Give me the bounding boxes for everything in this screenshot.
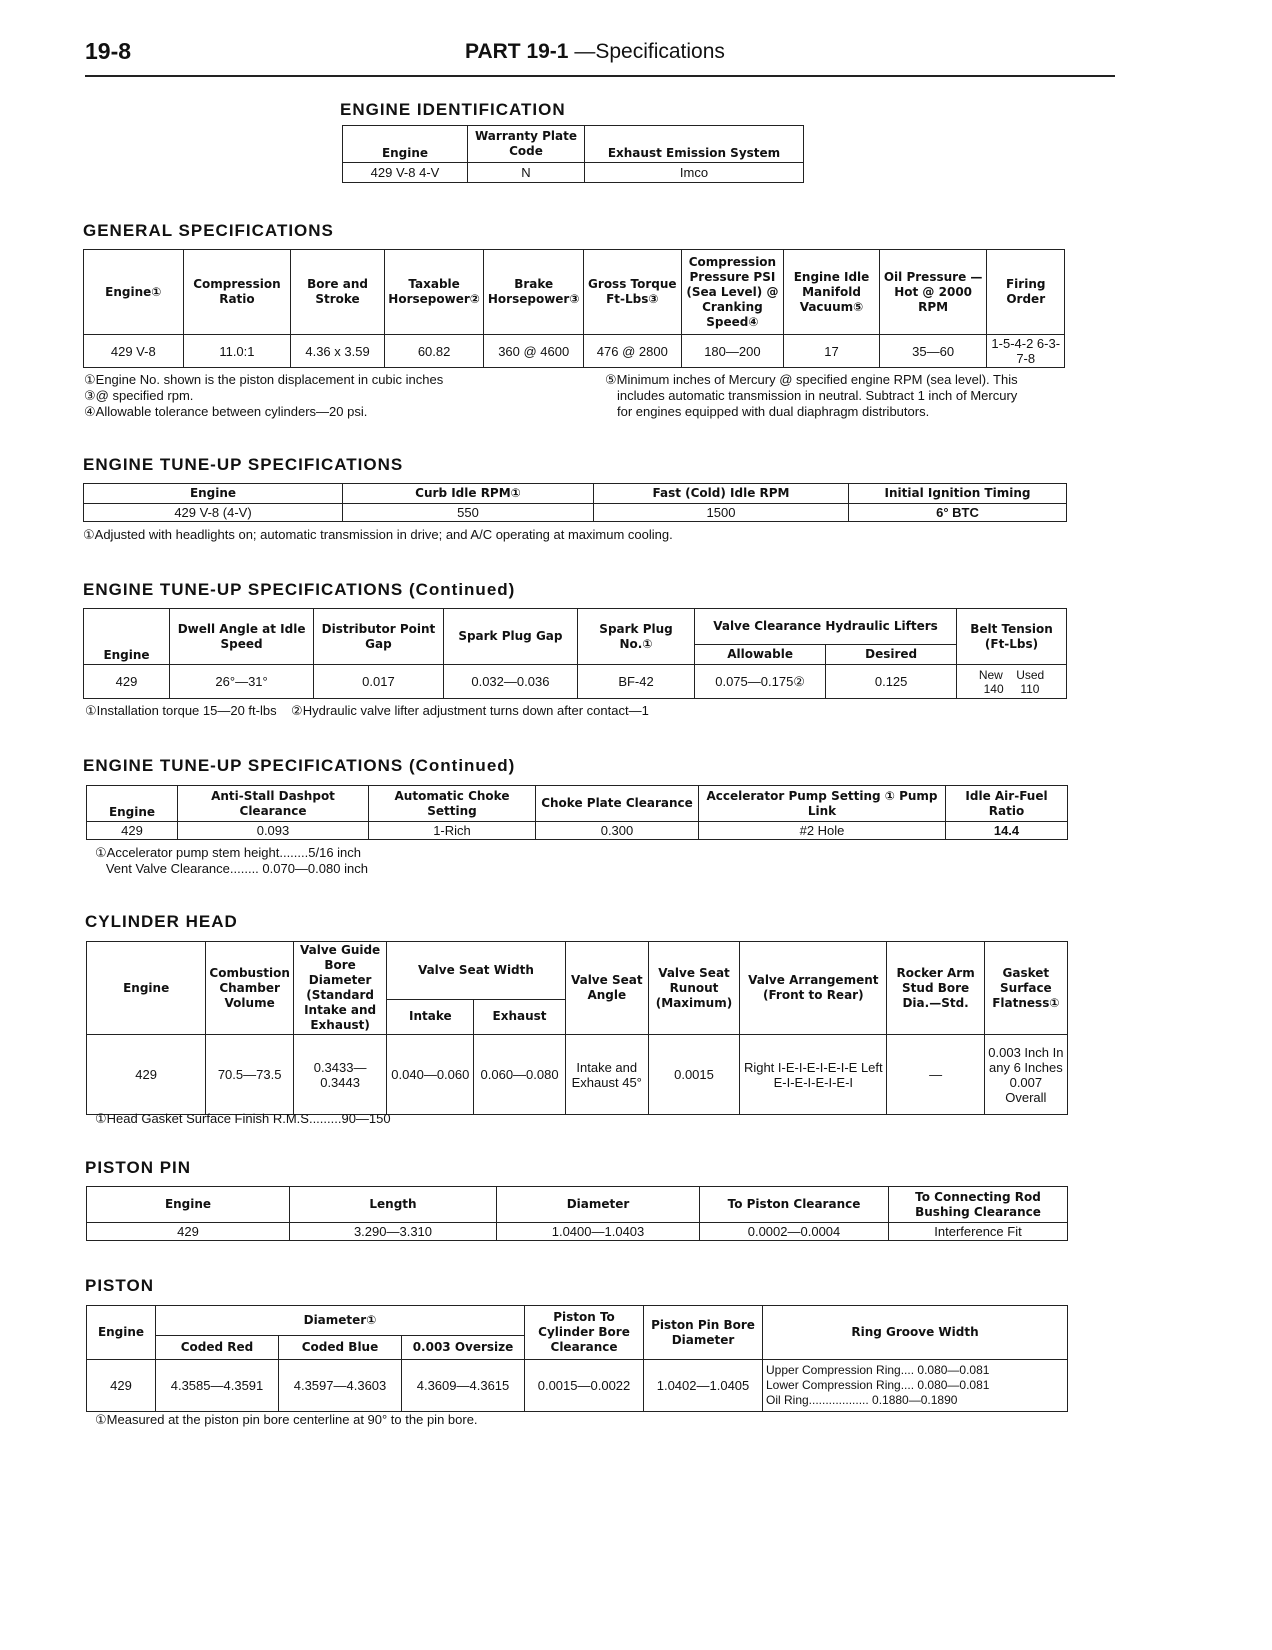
engine-identification-title: ENGINE IDENTIFICATION [340,100,566,119]
table-cell: 1.0402—1.0405 [644,1360,763,1412]
table-cell: 0.3433—0.3443 [293,1035,386,1115]
col-header: Valve Arrangement (Front to Rear) [740,942,887,1035]
part-title: —Specifications [574,40,725,63]
belt-new-label: New [978,667,1003,682]
col-header: Firing Order [987,250,1065,335]
sub-header: Intake [387,999,474,1034]
col-header: Valve Seat Runout (Maximum) [648,942,739,1035]
col-header: Rocker Arm Stud Bore Dia.—Std. [887,942,984,1035]
col-header: Piston Pin Bore Diameter [644,1306,763,1360]
table-cell: 0.060—0.080 [474,1035,565,1115]
table-cell: 14.4 [946,822,1068,840]
table-cell: 429 V-8 [84,335,184,368]
tuneup-continued-title: ENGINE TUNE-UP SPECIFICATIONS (Continued) [83,580,516,599]
table-cell: 17 [784,335,880,368]
table-cell: Interference Fit [889,1223,1068,1241]
table-cell: 429 V-8 4-V [343,163,468,183]
tuneup-specifications-title: ENGINE TUNE-UP SPECIFICATIONS [83,455,404,474]
footnote: includes automatic transmission in neutral. Subtract 1 inch of Mercury [617,388,1018,403]
col-header: Engine [84,484,343,504]
col-header: Engine [343,126,468,163]
tuneup-table-3 [86,785,1068,840]
general-specifications-title: GENERAL SPECIFICATIONS [83,221,334,240]
table-cell: 429 [87,1223,290,1241]
footnote: ④Allowable tolerance between cylinders—20 psi. [84,404,368,419]
tuneup-continued-title-2: ENGINE TUNE-UP SPECIFICATIONS (Continued) [83,756,516,775]
col-header: Combustion Chamber Volume [206,942,294,1035]
table-cell: 4.36 x 3.59 [291,335,385,368]
col-header: Oil Pressure —Hot @ 2000 RPM [879,250,987,335]
col-header: Exhaust Emission System [585,126,804,163]
table-cell: 60.82 [384,335,484,368]
col-header: Automatic Choke Setting [369,786,536,822]
cylinder-head-table [86,941,1068,1115]
belt-tension-cell [957,665,1067,699]
col-header: Taxable Horsepower② [384,250,484,335]
col-header: Engine Idle Manifold Vacuum⑤ [784,250,880,335]
footnote: ①Head Gasket Surface Finish R.M.S.........90—150 [95,1111,391,1126]
table-cell: 1-5-4-2 6-3-7-8 [987,335,1065,368]
col-header: Diameter [497,1187,700,1223]
table-cell: 0.0015 [648,1035,739,1115]
table-cell: #2 Hole [699,822,946,840]
col-header: Piston To Cylinder Bore Clearance [525,1306,644,1360]
ring-groove-width-list: Upper Compression Ring.... 0.080—0.081 Lower Compression Ring.... 0.080—0.081 Oil Ring.................. 0.1880—0.1890 [763,1360,1068,1412]
table-cell: 35—60 [879,335,987,368]
table-cell: 0.032—0.036 [443,665,577,699]
table-cell: 429 V-8 (4-V) [84,504,343,522]
sub-header: Exhaust [474,999,565,1034]
table-cell: 3.290—3.310 [290,1223,497,1241]
table-cell: N [468,163,585,183]
footnote: ⑤Minimum inches of Mercury @ specified engine RPM (sea level). This [605,372,1018,387]
table-cell: 6° BTC [849,504,1067,522]
col-header: Engine [87,786,178,822]
table-cell: 429 [87,1035,206,1115]
table-cell: Imco [585,163,804,183]
piston-table [86,1305,1068,1412]
footnote: Vent Valve Clearance........ 0.070—0.080 inch [95,861,368,876]
col-header: Compression Pressure PSI (Sea Level) @ Cranking Speed④ [681,250,784,335]
col-header: Valve Clearance Hydraulic Lifters [694,609,956,645]
col-header: Brake Horsepower③ [484,250,584,335]
col-header: Engine① [84,250,184,335]
table-cell: 429 [87,1360,156,1412]
col-header: Spark Plug Gap [443,609,577,665]
col-header: Gasket Surface Flatness① [984,942,1067,1035]
table-cell: 4.3585—4.3591 [156,1360,279,1412]
table-cell: 0.040—0.060 [387,1035,474,1115]
table-cell: 360 @ 4600 [484,335,584,368]
sub-header: 0.003 Oversize [402,1336,525,1360]
part-label: PART 19-1 [465,40,569,63]
col-header: Compression Ratio [183,250,291,335]
sub-header: Coded Blue [279,1336,402,1360]
col-header: Belt Tension (Ft-Lbs) [957,609,1067,665]
table-cell: 180—200 [681,335,784,368]
sub-header: Allowable [694,645,825,665]
page-header [465,40,725,64]
col-header: Idle Air-Fuel Ratio [946,786,1068,822]
table-cell: 1.0400—1.0403 [497,1223,700,1241]
col-header: Length [290,1187,497,1223]
col-header: Engine [87,1187,290,1223]
table-cell: 550 [343,504,594,522]
col-header: Ring Groove Width [763,1306,1068,1360]
piston-pin-table [86,1186,1068,1241]
piston-title: PISTON [85,1276,154,1295]
belt-used-value: 110 [1020,681,1040,696]
col-header: Warranty Plate Code [468,126,585,163]
table-cell: 1-Rich [369,822,536,840]
footnote: for engines equipped with dual diaphragm distributors. [617,404,930,419]
table-cell: BF-42 [578,665,695,699]
col-header: Valve Guide Bore Diameter (Standard Intake and Exhaust) [293,942,386,1035]
table-cell: 26°—31° [170,665,314,699]
header-rule [85,75,1115,77]
cylinder-head-title: CYLINDER HEAD [85,912,238,931]
belt-used-label: Used [1016,667,1045,682]
col-header: Anti-Stall Dashpot Clearance [178,786,369,822]
table-cell: 0.093 [178,822,369,840]
table-cell: 0.017 [314,665,444,699]
col-header: Curb Idle RPM① [343,484,594,504]
sub-header: Desired [826,645,957,665]
footnote: ①Installation torque 15—20 ft-lbs ②Hydraulic valve lifter adjustment turns down after contact—1 [85,703,649,718]
footnote: ①Engine No. shown is the piston displacement in cubic inches [84,372,444,387]
table-cell: 70.5—73.5 [206,1035,294,1115]
table-cell: 11.0:1 [183,335,291,368]
table-cell: 0.0002—0.0004 [700,1223,889,1241]
col-header: Diameter① [156,1306,525,1336]
table-cell: 0.300 [536,822,699,840]
col-header: Distributor Point Gap [314,609,444,665]
col-header: Gross Torque Ft-Lbs③ [584,250,682,335]
piston-pin-title: PISTON PIN [85,1158,192,1177]
col-header: To Piston Clearance [700,1187,889,1223]
table-cell: 0.003 Inch In any 6 Inches 0.007 Overall [984,1035,1067,1115]
sub-header: Coded Red [156,1336,279,1360]
col-header: Initial Ignition Timing [849,484,1067,504]
table-cell: 0.0015—0.0022 [525,1360,644,1412]
footnote: ①Measured at the piston pin bore centerline at 90° to the pin bore. [95,1412,478,1427]
col-header: Choke Plate Clearance [536,786,699,822]
col-header: Accelerator Pump Setting ① Pump Link [699,786,946,822]
page-number: 19-8 [85,38,132,64]
col-header: Dwell Angle at Idle Speed [170,609,314,665]
col-header: To Connecting Rod Bushing Clearance [889,1187,1068,1223]
table-cell: Right I-E-I-E-I-E-I-E Left E-I-E-I-E-I-E-I [740,1035,887,1115]
col-header: Fast (Cold) Idle RPM [594,484,849,504]
table-cell: 429 [87,822,178,840]
tuneup-table-2 [83,608,1067,699]
col-header: Valve Seat Width [387,942,565,1000]
col-header: Bore and Stroke [291,250,385,335]
col-header: Engine [87,1306,156,1360]
table-cell: 429 [84,665,170,699]
belt-new-value: 140 [983,681,1004,696]
table-cell: 1500 [594,504,849,522]
table-cell: 4.3609—4.3615 [402,1360,525,1412]
table-cell: 476 @ 2800 [584,335,682,368]
col-header: Engine [87,942,206,1035]
tuneup-table-1 [83,483,1067,522]
col-header: Engine [84,609,170,665]
col-header: Spark Plug No.① [578,609,695,665]
table-cell: Intake and Exhaust 45° [565,1035,648,1115]
footnote: ①Accelerator pump stem height........5/16 inch [95,845,362,860]
footnote: ①Adjusted with headlights on; automatic transmission in drive; and A/C operating at maximum cooling. [83,527,673,542]
general-specifications-table [83,249,1065,368]
footnote: ③@ specified rpm. [84,388,194,403]
table-cell: 4.3597—4.3603 [279,1360,402,1412]
table-cell: 0.075—0.175② [694,665,825,699]
engine-identification-table [342,125,804,183]
table-cell: — [887,1035,984,1115]
col-header: Valve Seat Angle [565,942,648,1035]
table-cell: 0.125 [826,665,957,699]
